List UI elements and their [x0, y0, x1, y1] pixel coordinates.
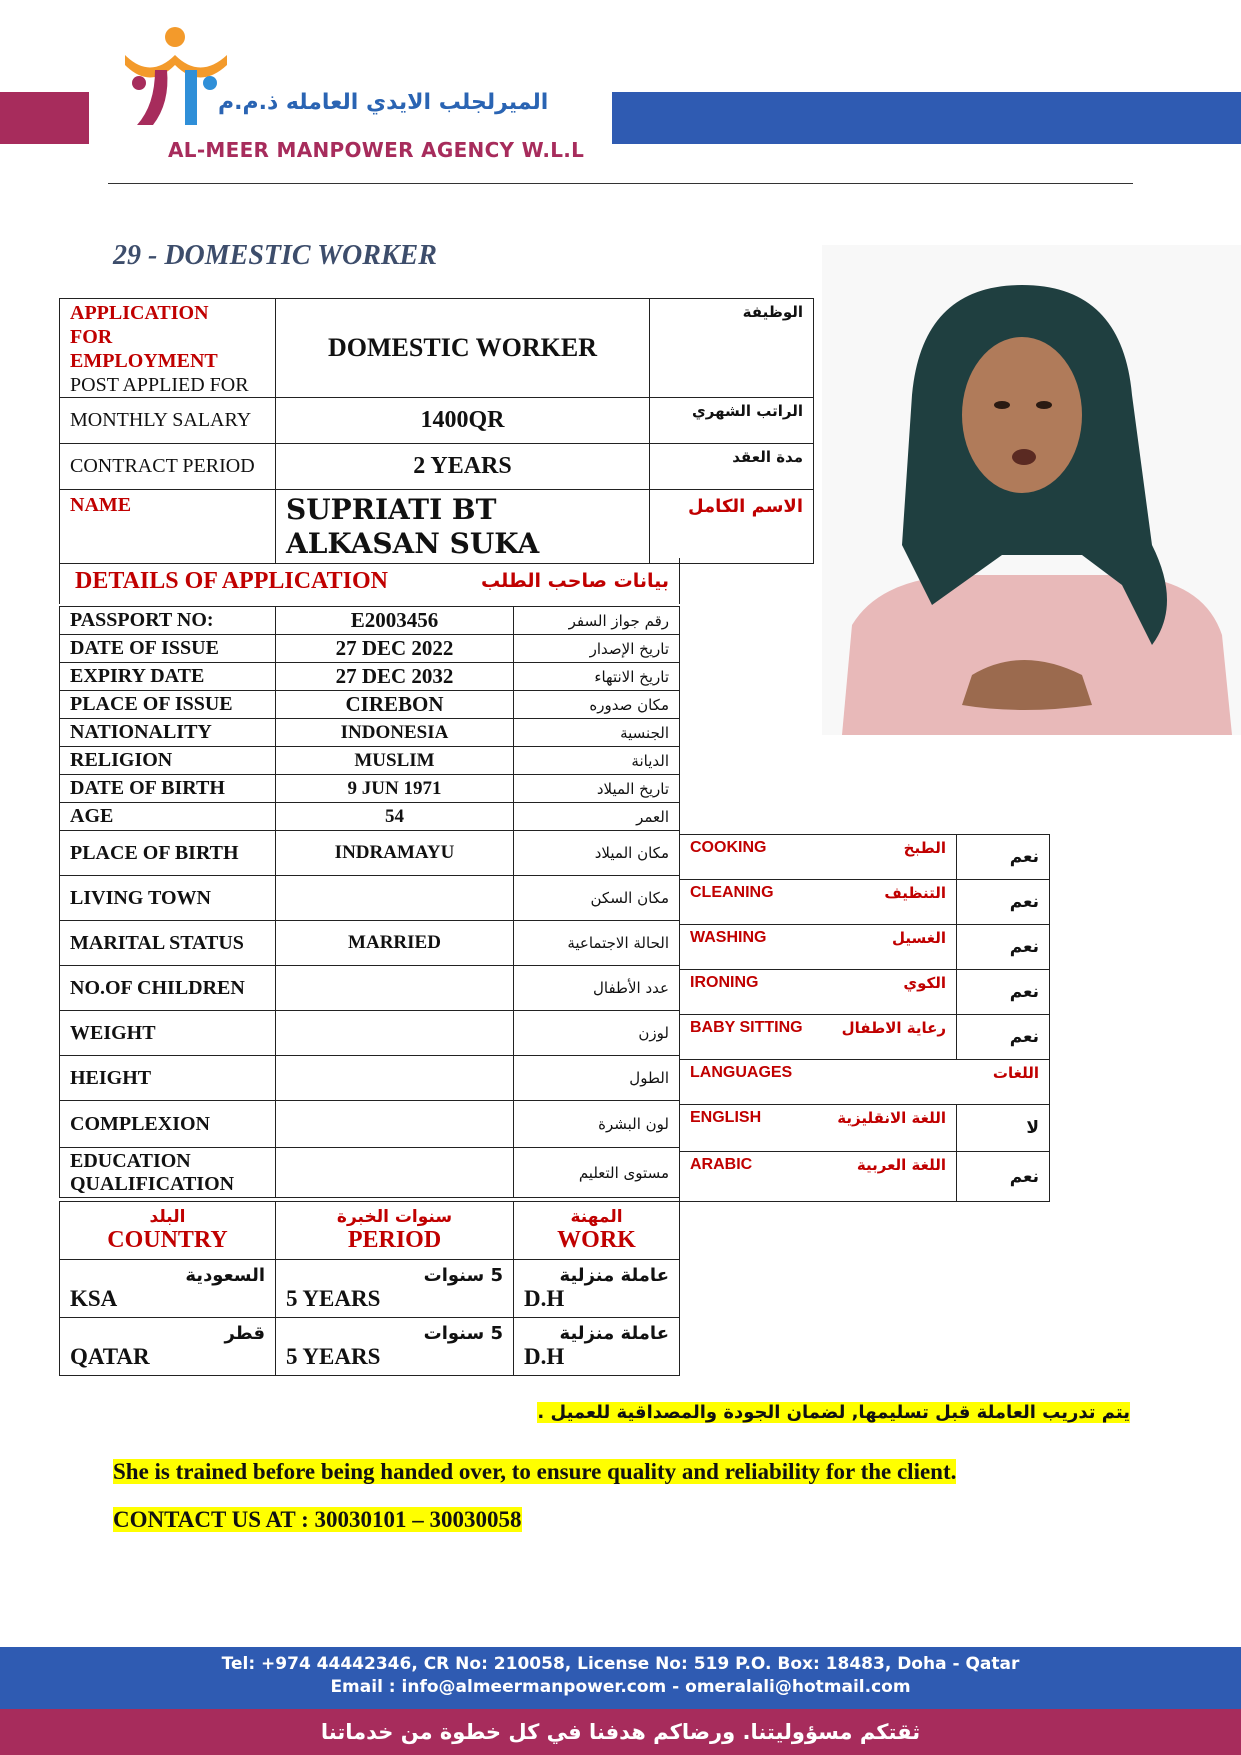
- details-arabic: الجنسية: [514, 719, 680, 747]
- details-row: [60, 831, 680, 876]
- details-row: [60, 1148, 680, 1198]
- details-label: COMPLEXION: [60, 1101, 276, 1148]
- experience-country: QATAR: [70, 1344, 150, 1369]
- experience-header: [514, 1202, 680, 1260]
- details-row: [60, 966, 680, 1011]
- details-label: PLACE OF BIRTH: [60, 831, 276, 876]
- experience-header-en: COUNTRY: [107, 1227, 228, 1253]
- experience-country: KSA: [70, 1286, 118, 1311]
- language-en: ENGLISH: [690, 1109, 762, 1126]
- skill-cell: [680, 880, 957, 925]
- experience-cell: [276, 1260, 514, 1318]
- experience-country-ar: قطر: [224, 1323, 265, 1344]
- footer-line-1: Tel: +974 44442346, CR No: 210058, License No: 519 P.O. Box: 18483, Doha - Qatar: [221, 1654, 1020, 1674]
- details-row: [60, 607, 680, 635]
- training-note-arabic: [537, 1402, 1130, 1423]
- header-blue-bar: [612, 92, 1241, 144]
- skill-row: [680, 835, 1050, 880]
- details-row: [60, 719, 680, 747]
- languages-cell: [680, 1060, 1050, 1105]
- details-label: HEIGHT: [60, 1056, 276, 1101]
- details-heading-table: [59, 558, 680, 604]
- post-value: DOMESTIC WORKER: [276, 299, 650, 398]
- details-row: [60, 775, 680, 803]
- experience-cell: [514, 1260, 680, 1318]
- details-row: [60, 876, 680, 921]
- details-arabic: تاريخ الانتهاء: [514, 663, 680, 691]
- skill-row: [680, 925, 1050, 970]
- language-ar: اللغة العربية: [856, 1156, 946, 1174]
- experience-period: 5 YEARS: [286, 1344, 381, 1369]
- education-label-line: QUALIFICATION: [70, 1172, 235, 1195]
- skill-cell: [680, 835, 957, 880]
- skills-table: [679, 834, 1050, 1202]
- languages-row: [680, 1060, 1050, 1105]
- experience-header-row: [60, 1202, 680, 1260]
- details-arabic: تاريخ الإصدار: [514, 635, 680, 663]
- details-value: [276, 1101, 514, 1148]
- salary-value: 1400QR: [276, 398, 650, 444]
- skill-row: [680, 1015, 1050, 1060]
- experience-work-ar: عاملة منزلية: [559, 1323, 669, 1344]
- details-value: [276, 1148, 514, 1198]
- details-arabic: رقم جواز السفر: [514, 607, 680, 635]
- post-label-line: EMPLOYMENT: [70, 350, 218, 372]
- details-row: [60, 663, 680, 691]
- training-note-english-text: She is trained before being handed over, to ensure quality and reliability for the client.: [113, 1459, 957, 1484]
- details-value: [276, 966, 514, 1011]
- experience-row: [60, 1318, 680, 1376]
- education-label-line: EDUCATION: [70, 1149, 191, 1172]
- details-heading: DETAILS OF APPLICATION: [60, 558, 444, 604]
- skill-ar: الغسيل: [891, 929, 946, 947]
- education-label-cell: [60, 1148, 276, 1198]
- language-ar: اللغة الانقليزية: [837, 1109, 946, 1127]
- details-value: [276, 1011, 514, 1056]
- post-label-line: APPLICATION: [70, 302, 209, 324]
- details-value: 54: [276, 803, 514, 831]
- experience-period-ar: 5 سنوات: [423, 1323, 503, 1344]
- logo-arabic-name: الميرلجلب الايدي العامله ذ.م.م: [218, 90, 549, 115]
- application-table: [59, 298, 814, 564]
- experience-country-ar: السعودية: [185, 1265, 265, 1286]
- experience-header-ar: سنوات الخبرة: [336, 1207, 453, 1227]
- document-title: 29 - DOMESTIC WORKER: [113, 240, 437, 271]
- details-label: MARITAL STATUS: [60, 921, 276, 966]
- experience-period-ar: 5 سنوات: [423, 1265, 503, 1286]
- skill-row: [680, 880, 1050, 925]
- experience-row: [60, 1260, 680, 1318]
- details-arabic: مكان الميلاد: [514, 831, 680, 876]
- details-arabic: تاريخ الميلاد: [514, 775, 680, 803]
- details-row: [60, 1101, 680, 1148]
- details-label: NO.OF CHILDREN: [60, 966, 276, 1011]
- details-arabic: الديانة: [514, 747, 680, 775]
- details-label: AGE: [60, 803, 276, 831]
- languages-ar: اللغات: [992, 1064, 1039, 1082]
- name-value: SUPRIATI BT ALKASAN SUKA: [276, 490, 650, 564]
- skill-cell: [680, 925, 957, 970]
- details-row: [60, 803, 680, 831]
- post-label-cell: [60, 299, 276, 398]
- skill-answer: نعم: [957, 925, 1050, 970]
- language-row: [680, 1152, 1050, 1202]
- experience-header-ar: المهنة: [570, 1207, 623, 1227]
- details-arabic: مكان السكن: [514, 876, 680, 921]
- skill-answer: نعم: [957, 1015, 1050, 1060]
- experience-header-en: WORK: [557, 1227, 636, 1253]
- skill-ar: الكوي: [903, 974, 946, 992]
- skill-en: CLEANING: [690, 884, 774, 901]
- details-label: WEIGHT: [60, 1011, 276, 1056]
- details-arabic: مكان صدوره: [514, 691, 680, 719]
- experience-cell: [60, 1260, 276, 1318]
- skill-ar: التنظيف: [884, 884, 946, 902]
- skill-answer: نعم: [957, 835, 1050, 880]
- experience-header: [60, 1202, 276, 1260]
- language-answer: نعم: [957, 1152, 1050, 1202]
- details-value: 27 DEC 2032: [276, 663, 514, 691]
- details-arabic: مستوى التعليم: [514, 1148, 680, 1198]
- logo-english-name: AL-MEER MANPOWER AGENCY W.L.L: [168, 138, 585, 162]
- language-cell: [680, 1152, 957, 1202]
- experience-table: [59, 1201, 680, 1376]
- contract-label: CONTRACT PERIOD: [60, 444, 276, 490]
- experience-work-ar: عاملة منزلية: [559, 1265, 669, 1286]
- name-label: NAME: [60, 490, 276, 564]
- experience-work: D.H: [524, 1344, 565, 1369]
- details-value: 9 JUN 1971: [276, 775, 514, 803]
- details-value: E2003456: [276, 607, 514, 635]
- contact-line: [113, 1507, 522, 1533]
- salary-arabic-label: الراتب الشهري: [650, 398, 814, 444]
- language-cell: [680, 1105, 957, 1152]
- contract-arabic-label: مدة العقد: [650, 444, 814, 490]
- details-arabic: الطول: [514, 1056, 680, 1101]
- details-label: PLACE OF ISSUE: [60, 691, 276, 719]
- languages-en: LANGUAGES: [690, 1064, 793, 1081]
- details-row: [60, 691, 680, 719]
- experience-period: 5 YEARS: [286, 1286, 381, 1311]
- experience-cell: [276, 1318, 514, 1376]
- skill-cell: [680, 970, 957, 1015]
- skill-ar: رعاية الاطفال: [841, 1019, 946, 1037]
- details-row: [60, 921, 680, 966]
- experience-cell: [514, 1318, 680, 1376]
- experience-work: D.H: [524, 1286, 565, 1311]
- details-arabic: العمر: [514, 803, 680, 831]
- details-arabic: لون البشرة: [514, 1101, 680, 1148]
- details-label: LIVING TOWN: [60, 876, 276, 921]
- details-heading-arabic: بيانات صاحب الطلب: [443, 558, 679, 604]
- skill-en: IRONING: [690, 974, 759, 991]
- skill-en: BABY SITTING: [690, 1019, 803, 1036]
- post-arabic-label: الوظيفة: [650, 299, 814, 398]
- details-value: 27 DEC 2022: [276, 635, 514, 663]
- details-value: INDRAMAYU: [276, 831, 514, 876]
- details-arabic: الحالة الاجتماعية: [514, 921, 680, 966]
- details-label: RELIGION: [60, 747, 276, 775]
- experience-header-en: PERIOD: [347, 1227, 442, 1253]
- header-divider: [108, 183, 1133, 184]
- contact-text: CONTACT US AT : 30030101 – 30030058: [113, 1507, 522, 1532]
- contract-value: 2 YEARS: [276, 444, 650, 490]
- name-arabic-label: الاسم الكامل: [650, 490, 814, 564]
- details-arabic: عدد الأطفال: [514, 966, 680, 1011]
- worker-photo-image: [822, 245, 1241, 735]
- details-label: DATE OF BIRTH: [60, 775, 276, 803]
- training-note-english: [113, 1459, 956, 1485]
- details-label: EXPIRY DATE: [60, 663, 276, 691]
- worker-photo: [822, 245, 1241, 735]
- details-value: MUSLIM: [276, 747, 514, 775]
- footer-contact-bar: [0, 1647, 1241, 1709]
- details-value: [276, 1056, 514, 1101]
- skill-en: COOKING: [690, 839, 767, 856]
- experience-header: [276, 1202, 514, 1260]
- experience-header-ar: البلد: [149, 1207, 186, 1227]
- details-value: INDONESIA: [276, 719, 514, 747]
- footer-line-2: Email : info@almeermanpower.com - omeralali@hotmail.com: [330, 1677, 911, 1697]
- skill-answer: نعم: [957, 970, 1050, 1015]
- details-row: [60, 747, 680, 775]
- details-value: MARRIED: [276, 921, 514, 966]
- salary-label: MONTHLY SALARY: [60, 398, 276, 444]
- details-arabic: لوزن: [514, 1011, 680, 1056]
- skill-row: [680, 970, 1050, 1015]
- language-row: [680, 1105, 1050, 1152]
- details-label: PASSPORT NO:: [60, 607, 276, 635]
- details-label: NATIONALITY: [60, 719, 276, 747]
- experience-cell: [60, 1318, 276, 1376]
- language-answer: لا: [957, 1105, 1050, 1152]
- post-label-line: FOR: [70, 326, 113, 348]
- details-table: [59, 606, 680, 1198]
- footer-slogan-bar: ثقتكم مسؤوليتنا. ورضاكم هدفنا في كل خطوة من خدماتنا: [0, 1709, 1241, 1755]
- post-applied-label: POST APPLIED FOR: [70, 374, 249, 396]
- skill-cell: [680, 1015, 957, 1060]
- details-label: DATE OF ISSUE: [60, 635, 276, 663]
- header-maroon-bar: [0, 92, 89, 144]
- details-row: [60, 1056, 680, 1101]
- skill-ar: الطبخ: [903, 839, 946, 857]
- details-row: [60, 1011, 680, 1056]
- skill-answer: نعم: [957, 880, 1050, 925]
- details-row: [60, 635, 680, 663]
- language-en: ARABIC: [690, 1156, 753, 1173]
- details-value: CIREBON: [276, 691, 514, 719]
- skill-en: WASHING: [690, 929, 767, 946]
- training-note-arabic-text: يتم تدريب العاملة قبل تسليمها, لضمان الجودة والمصداقية للعميل .: [537, 1402, 1130, 1423]
- details-value: [276, 876, 514, 921]
